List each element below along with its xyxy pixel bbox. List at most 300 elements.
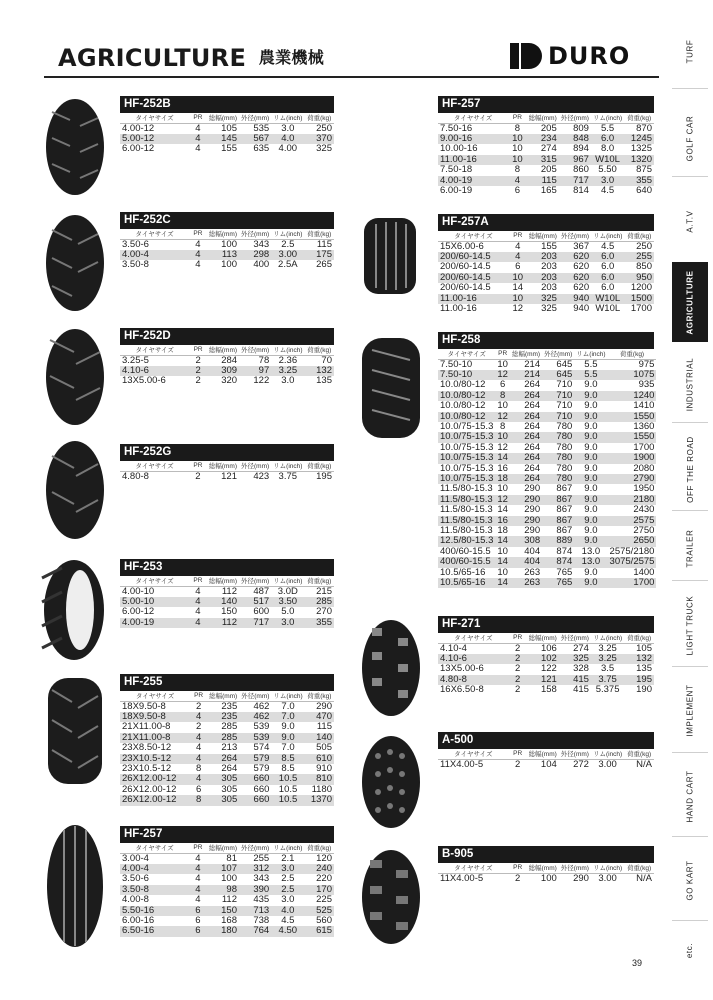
cell-size: 4.80-8 [122, 470, 149, 482]
cell-size: 11.5/80-15.3 [438, 495, 495, 505]
cell-rim: 2.36 [278, 354, 298, 366]
cell-rim: W10L [591, 294, 624, 304]
cell-size: 5.00-12 [120, 134, 189, 144]
cell-size: 7.50-10 [440, 358, 473, 370]
cell-pr: 10 [497, 545, 508, 557]
cell-od: 814 [573, 184, 589, 196]
cell-load: 610 [305, 754, 334, 764]
cell-width: 235 [221, 700, 238, 712]
cell-width: 115 [527, 176, 559, 186]
cell-od: 415 [573, 684, 589, 696]
cell-size: 10.0/75-15.3 [440, 441, 494, 453]
spec-table [438, 749, 654, 770]
cell-od: 535 [253, 122, 270, 134]
tab-label: A.T.V [685, 209, 695, 233]
cell-width: 100 [221, 259, 237, 271]
tab-trailer[interactable] [672, 512, 708, 584]
cell-width: 320 [221, 375, 238, 387]
column-header-load: 荷重(kg) [304, 229, 334, 239]
cell-pr: 6 [515, 261, 521, 273]
cell-pr: 6 [195, 783, 202, 795]
cell-pr: 4 [190, 733, 207, 743]
cell-load: 255 [624, 252, 654, 262]
cell-size: 26X12.00-12 [120, 795, 190, 805]
cell-width: 290 [524, 504, 541, 516]
cell-rim: 4.00 [278, 143, 298, 155]
cell-pr: 10 [509, 273, 527, 283]
column-header-load: 荷重(kg) [304, 113, 334, 123]
tab-turf[interactable] [672, 20, 708, 82]
model-header: HF-252C [120, 212, 334, 229]
column-header-od: 外径(mm) [239, 345, 271, 355]
tab-label: AGRICULTURE [685, 269, 695, 335]
column-header-width: 総幅(mm) [527, 231, 559, 241]
cell-od: 660 [253, 783, 270, 795]
model-header: HF-252G [120, 444, 334, 461]
column-header-size: タイヤサイズ [120, 461, 189, 471]
cell-rim: 3.75 [591, 675, 624, 685]
column-header-size: タイヤサイズ [120, 691, 190, 701]
cell-rim: 5.5 [574, 370, 607, 380]
model-header: HF-257 [438, 96, 654, 113]
cell-size: 4.00-4 [120, 864, 189, 874]
model-header: HF-255 [120, 674, 334, 691]
cell-size: 7.50-10 [438, 370, 495, 380]
tab-industrial[interactable] [672, 346, 708, 422]
cell-load: 505 [316, 742, 332, 754]
cell-od: 713 [239, 906, 271, 916]
cell-od: 780 [556, 462, 573, 474]
cell-pr: 10 [497, 431, 508, 443]
cell-size: 21X11.00-8 [122, 721, 171, 733]
cell-width: 264 [510, 391, 542, 401]
cell-load: 1950 [633, 483, 655, 495]
tab-off-the-road[interactable] [672, 424, 708, 514]
cell-load: 1240 [608, 391, 657, 401]
column-header-od: 外径(mm) [559, 863, 591, 873]
spec-table-block [438, 846, 654, 884]
cell-width: 145 [207, 134, 239, 144]
tab-golf-car[interactable] [672, 94, 708, 182]
cell-size: 13X5.00-6 [122, 375, 166, 387]
model-header: HF-257A [438, 214, 654, 231]
cell-od: 343 [253, 873, 270, 885]
cell-size: 10.0/75-15.3 [440, 472, 494, 484]
cell-pr: 14 [497, 535, 508, 547]
cell-pr: 4 [515, 240, 521, 252]
cell-rim: 9.0 [574, 578, 607, 588]
cell-load: 140 [305, 733, 334, 743]
cell-size: 10.0/80-12 [438, 412, 495, 422]
spec-table-block [120, 559, 334, 628]
column-header-pr: PR [189, 461, 207, 471]
cell-od: 635 [253, 143, 270, 155]
cell-load: 132 [624, 654, 654, 664]
cell-od: 710 [542, 412, 574, 422]
cell-size: 11.00-16 [440, 302, 477, 314]
cell-size: 4.00-19 [120, 618, 189, 628]
cell-od: 343 [253, 238, 270, 250]
column-header-width: 総幅(mm) [207, 345, 239, 355]
tab-label: LIGHT TRUCK [685, 595, 695, 655]
column-header-pr: PR [508, 113, 526, 123]
column-header-load: 荷重(kg) [624, 863, 654, 873]
column-header-size: タイヤサイズ [438, 633, 509, 643]
cell-rim: 10.5 [271, 795, 304, 805]
cell-width: 264 [510, 453, 542, 463]
table-row [120, 144, 334, 154]
category-sidebar [664, 0, 713, 1000]
tire-image-hf-253 [40, 558, 106, 662]
table-row [438, 165, 654, 175]
table-row [438, 578, 656, 588]
column-header-load: 荷重(kg) [608, 349, 657, 359]
cell-pr: 4 [189, 597, 207, 607]
cell-rim: 3.50 [271, 597, 304, 607]
cell-load: 910 [316, 762, 332, 774]
cell-load: 935 [638, 379, 655, 391]
column-header-size: タイヤサイズ [120, 229, 189, 239]
column-header-load: 荷重(kg) [304, 461, 334, 471]
cell-pr: 8 [195, 762, 202, 774]
cell-rim: 4.50 [271, 926, 304, 936]
cell-rim: 2.5 [281, 238, 295, 250]
cell-pr: 16 [497, 514, 508, 526]
cell-od: 710 [542, 391, 574, 401]
cell-width: 203 [527, 252, 559, 262]
model-header: HF-257 [120, 826, 334, 843]
spec-table-block [120, 826, 334, 937]
cell-rim: 9.0 [574, 432, 607, 442]
column-header-size: タイヤサイズ [438, 231, 509, 241]
cell-od: 539 [239, 733, 271, 743]
cell-size: 11X4.00-5 [440, 758, 484, 770]
cell-pr: 12 [497, 493, 508, 505]
column-header-width: 総幅(mm) [527, 633, 559, 643]
cell-od: 620 [559, 273, 591, 283]
cell-load: 950 [624, 273, 654, 283]
cell-od: 860 [573, 164, 589, 176]
spec-table-block [120, 674, 334, 806]
cell-size: 5.00-10 [120, 597, 189, 607]
cell-load: 560 [316, 914, 332, 926]
cell-size: 3.25-5 [122, 354, 149, 366]
cell-pr: 10 [497, 566, 508, 578]
cell-pr: 2 [195, 700, 202, 712]
cell-rim: 9.0 [584, 483, 598, 495]
model-header: HF-252B [120, 96, 334, 113]
cell-rim: 3.0 [281, 894, 295, 906]
cell-od: 867 [542, 495, 574, 505]
spec-table [438, 633, 654, 696]
column-header-pr: PR [509, 863, 527, 873]
table-row [120, 795, 334, 805]
cell-pr: 8 [514, 164, 521, 176]
cell-rim: 9.0 [574, 536, 607, 546]
cell-load: 355 [304, 618, 334, 628]
cell-size: 23X10.5-12 [120, 754, 190, 764]
cell-pr: 10 [509, 294, 527, 304]
cell-width: 102 [527, 654, 559, 664]
column-header-pr: PR [189, 345, 207, 355]
cell-od: 97 [239, 366, 271, 376]
column-header-od: 外径(mm) [239, 229, 271, 239]
cell-width: 150 [221, 606, 237, 618]
cell-rim: 5.5 [600, 122, 615, 134]
cell-width: 264 [524, 400, 541, 412]
cell-size: 6.00-16 [122, 914, 155, 926]
column-header-width: 総幅(mm) [207, 113, 239, 123]
cell-rim: 9.0 [584, 566, 598, 578]
cell-width: 305 [207, 774, 239, 784]
column-header-od: 外径(mm) [239, 113, 271, 123]
tab-etc[interactable] [672, 922, 708, 978]
cell-pr: 18 [497, 525, 508, 536]
spec-table-block [438, 616, 654, 696]
spec-table-block [120, 212, 334, 271]
cell-size: 3.50-8 [120, 885, 189, 895]
cell-width: 308 [510, 536, 542, 546]
cell-width: 113 [207, 250, 239, 260]
cell-width: 107 [207, 864, 239, 874]
tab-implement[interactable] [672, 668, 708, 752]
column-header-load: 荷重(kg) [305, 691, 334, 701]
spec-table [120, 229, 334, 271]
cell-pr: 10 [512, 143, 523, 155]
cell-pr: 12 [497, 368, 508, 380]
cell-load: N/A [636, 758, 652, 770]
column-header-pr: PR [189, 113, 207, 123]
cell-od: 710 [556, 400, 573, 412]
cell-load: 1700 [608, 578, 657, 588]
cell-pr: 6 [195, 914, 201, 926]
cell-load: 1325 [630, 143, 652, 155]
tab-hand-cart[interactable] [672, 754, 708, 838]
cell-load: 2575 [608, 516, 657, 526]
cell-width: 105 [221, 122, 237, 134]
cell-width: 203 [541, 282, 557, 294]
cell-width: 213 [221, 742, 238, 754]
cell-load: 195 [316, 470, 332, 482]
cell-load: 70 [321, 354, 332, 366]
cell-width: 140 [207, 597, 239, 607]
table-row [438, 759, 654, 770]
cell-od: 298 [239, 250, 271, 260]
cell-size: 400/60-15.5 [440, 545, 491, 557]
cell-od: 517 [239, 597, 271, 607]
cell-load: 850 [636, 261, 652, 273]
column-header-load: 荷重(kg) [305, 345, 335, 355]
column-header-rim: リム(inch) [271, 229, 304, 239]
model-header: A-500 [438, 732, 654, 749]
cell-pr: 4 [189, 864, 207, 874]
cell-pr: 4 [195, 259, 201, 271]
cell-rim: 3.0 [281, 375, 295, 387]
cell-rim: 9.0 [574, 495, 607, 505]
column-header-width: 総幅(mm) [207, 229, 239, 239]
cell-od: 435 [253, 894, 270, 906]
cell-pr: 10 [497, 358, 508, 370]
cell-load: 240 [304, 864, 334, 874]
cell-width: 205 [540, 164, 557, 176]
column-header-rim: リム(inch) [271, 843, 304, 853]
tab-light-truck[interactable] [672, 582, 708, 668]
column-header-pr: PR [495, 349, 510, 359]
table-row [120, 895, 334, 905]
cell-width: 112 [221, 894, 237, 906]
cell-load: 640 [636, 184, 652, 196]
cell-size: 11.5/80-15.3 [440, 483, 493, 495]
cell-width: 122 [540, 663, 557, 675]
tab-agriculture[interactable] [672, 262, 708, 342]
cell-load: 1320 [624, 155, 654, 165]
cell-load: 2180 [608, 495, 657, 505]
table-row [438, 283, 654, 293]
cell-width: 112 [207, 618, 239, 628]
spec-table-block [120, 96, 334, 155]
cell-width: 121 [221, 470, 237, 482]
cell-size: 10.0/75-15.3 [440, 462, 494, 474]
cell-width: 203 [527, 273, 559, 283]
cell-size: 11X4.00-5 [440, 872, 484, 884]
cell-od: 765 [542, 578, 574, 588]
cell-pr: 16 [497, 462, 508, 474]
cell-rim: 9.0 [584, 462, 598, 474]
cell-load: 2790 [608, 474, 657, 484]
cell-load: 370 [304, 134, 334, 144]
cell-size: 3.50-6 [122, 238, 149, 250]
cell-od: 867 [556, 525, 573, 536]
cell-od: 400 [253, 259, 270, 271]
column-header-width: 総幅(mm) [207, 691, 239, 701]
cell-size: 23X8.50-12 [122, 742, 172, 754]
page-number: 39 [632, 958, 643, 968]
cell-od: 325 [559, 654, 591, 664]
cell-od: 645 [542, 370, 574, 380]
cell-size: 15X6.00-6 [440, 240, 484, 252]
cell-rim: W10L [595, 302, 621, 314]
cell-width: 205 [540, 122, 557, 134]
cell-rim: 5.50 [598, 164, 617, 176]
cell-pr: 2 [195, 375, 201, 387]
cell-rim: 10.5 [271, 774, 304, 784]
cell-width: 81 [226, 852, 237, 864]
cell-od: 620 [573, 282, 590, 294]
tab-go-kart[interactable] [672, 838, 708, 922]
cell-load: 1245 [624, 134, 654, 144]
cell-width: 305 [207, 795, 239, 805]
cell-rim: 3.0 [271, 864, 304, 874]
cell-size: 4.10-6 [120, 366, 189, 376]
cell-width: 404 [510, 557, 542, 567]
cell-rim: 6.0 [591, 134, 624, 144]
cell-load: 170 [304, 885, 334, 895]
column-header-width: 総幅(mm) [207, 461, 239, 471]
table-row [120, 471, 334, 482]
cell-pr: 12 [512, 302, 524, 314]
cell-od: 780 [556, 441, 573, 453]
column-header-width: 総幅(mm) [207, 576, 239, 586]
cell-load: 2575/2180 [609, 545, 655, 557]
table-row [438, 453, 656, 463]
cell-rim: 5.375 [595, 684, 620, 696]
tab-label: INDUSTRIAL [685, 357, 695, 411]
cell-size: 200/60-14.5 [438, 252, 509, 262]
cell-width: 121 [527, 675, 559, 685]
cell-load: 2650 [608, 536, 657, 546]
tab-label: TRAILER [685, 529, 695, 567]
cell-size: 4.10-6 [438, 654, 509, 664]
cell-od: 894 [573, 143, 589, 155]
cell-width: 264 [524, 420, 541, 432]
column-header-size: タイヤサイズ [120, 576, 189, 586]
cell-rim: 9.0 [584, 504, 598, 516]
spec-table-block [438, 96, 654, 196]
column-header-rim: リム(inch) [271, 345, 304, 355]
cell-load: 175 [304, 250, 334, 260]
column-header-width: 総幅(mm) [510, 349, 542, 359]
column-header-rim: リム(inch) [591, 633, 624, 643]
cell-size: 6.00-19 [440, 184, 473, 196]
cell-size: 9.00-16 [438, 134, 508, 144]
cell-pr: 2 [509, 675, 527, 685]
tire-image-hf-252g [44, 440, 106, 540]
column-header-pr: PR [189, 229, 207, 239]
cell-width: 264 [524, 379, 541, 391]
cell-pr: 10 [497, 483, 508, 495]
cell-width: 203 [541, 261, 557, 273]
header-rule [44, 76, 659, 78]
table-row [120, 376, 334, 386]
cell-od: 312 [239, 864, 271, 874]
cell-rim: 4.0 [271, 134, 304, 144]
cell-width: 264 [207, 754, 239, 764]
cell-width: 274 [540, 143, 557, 155]
cell-width: 285 [221, 721, 238, 733]
cell-size: 23X10.5-12 [122, 762, 172, 774]
cell-load: 290 [316, 700, 332, 712]
cell-size: 21X11.00-8 [120, 733, 190, 743]
tab-atv[interactable] [672, 182, 708, 260]
cell-width: 264 [510, 412, 542, 422]
cell-load: 250 [316, 122, 332, 134]
cell-od: 874 [556, 545, 573, 557]
cell-od: 717 [239, 618, 271, 628]
cell-size: 4.00-19 [438, 176, 508, 186]
cell-rim: 3.25 [598, 642, 617, 654]
cell-load: 105 [636, 642, 652, 654]
tire-image-hf-255 [44, 676, 106, 786]
spec-table-block [438, 214, 654, 314]
cell-od: 660 [239, 795, 271, 805]
cell-rim: 9.0 [574, 474, 607, 484]
cell-load: 355 [624, 176, 654, 186]
column-header-rim: リム(inch) [591, 863, 624, 873]
tire-image-hf-252d [44, 328, 106, 426]
tab-label: TURF [685, 39, 695, 63]
cell-size: 4.00-8 [122, 894, 149, 906]
cell-pr: 2 [514, 758, 521, 770]
cell-pr: 4 [195, 742, 202, 754]
cell-pr: 4 [189, 885, 207, 895]
cell-size: 4.10-4 [440, 642, 467, 654]
cell-load: N/A [636, 872, 652, 884]
cell-width: 404 [524, 545, 541, 557]
table-row [438, 685, 654, 695]
cell-width: 155 [541, 240, 557, 252]
cell-size: 10.00-16 [440, 143, 478, 155]
cell-od: 660 [239, 774, 271, 784]
